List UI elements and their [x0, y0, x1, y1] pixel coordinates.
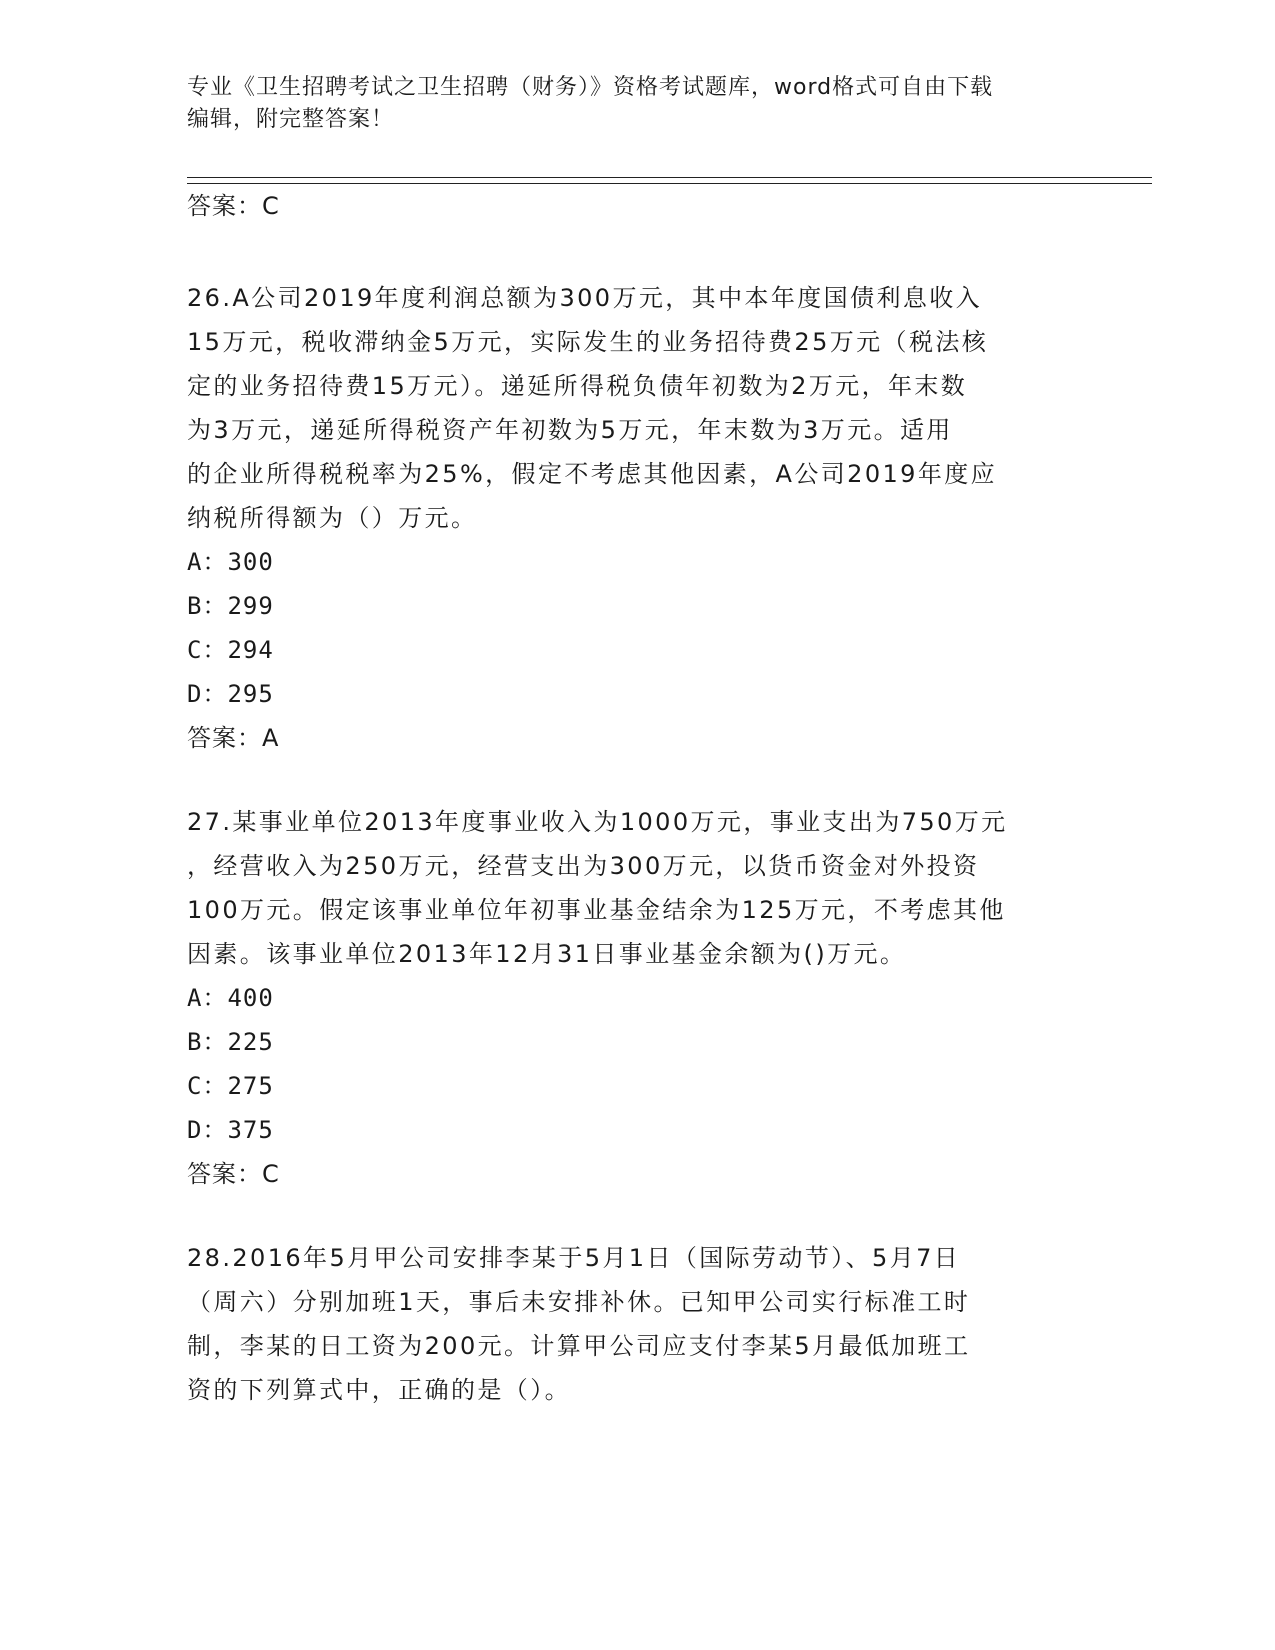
- option-a: A：400: [187, 984, 274, 1012]
- option-d: D：375: [187, 1116, 274, 1144]
- answer: 答案：C: [187, 1160, 280, 1188]
- option-b: B：225: [187, 1028, 274, 1056]
- option-c: C：294: [187, 636, 274, 664]
- answer: 答案：A: [187, 724, 280, 752]
- question-text-line: 26.A公司2019年度利润总额为300万元，其中本年度国债利息收入: [187, 284, 983, 312]
- question-text-line: 100万元。假定该事业单位年初事业基金结余为125万元，不考虑其他: [187, 896, 1006, 924]
- header-line-1: 专业《卫生招聘考试之卫生招聘（财务）》资格考试题库，word格式可自由下载: [187, 75, 994, 100]
- question-text-line: 27.某事业单位2013年度事业收入为1000万元，事业支出为750万元: [187, 808, 1008, 836]
- question-text-line: （周六）分别加班1天，事后未安排补休。已知甲公司实行标准工时: [187, 1288, 971, 1316]
- question-text-line: 资的下列算式中，正确的是（）。: [187, 1376, 571, 1404]
- question-text-line: 28.2016年5月甲公司安排李某于5月1日（国际劳动节）、5月7日: [187, 1244, 961, 1272]
- question-text-line: 15万元，税收滞纳金5万元，实际发生的业务招待费25万元（税法核: [187, 328, 989, 356]
- question-text-line: 因素。该事业单位2013年12月31日事业基金余额为()万元。: [187, 940, 907, 968]
- option-d: D：295: [187, 680, 274, 708]
- question-text-line: 纳税所得额为（）万元。: [187, 504, 478, 532]
- header-line-2: 编辑，附完整答案！: [187, 107, 395, 132]
- header-divider-bottom: [187, 183, 1152, 184]
- header-divider-top: [187, 177, 1152, 178]
- option-a: A：300: [187, 548, 274, 576]
- question-text-line: 定的业务招待费15万元）。递延所得税负债年初数为2万元，年末数: [187, 372, 968, 400]
- question-text-line: 为3万元，递延所得税资产年初数为5万元，年末数为3万元。适用: [187, 416, 953, 444]
- option-c: C：275: [187, 1072, 274, 1100]
- question-text-line: 的企业所得税税率为25%，假定不考虑其他因素，A公司2019年度应: [187, 460, 998, 488]
- previous-answer: 答案：C: [187, 192, 280, 220]
- question-text-line: 制，李某的日工资为200元。计算甲公司应支付李某5月最低加班工: [187, 1332, 971, 1360]
- option-b: B：299: [187, 592, 274, 620]
- question-text-line: ，经营收入为250万元，经营支出为300万元，以货币资金对外投资: [187, 852, 980, 880]
